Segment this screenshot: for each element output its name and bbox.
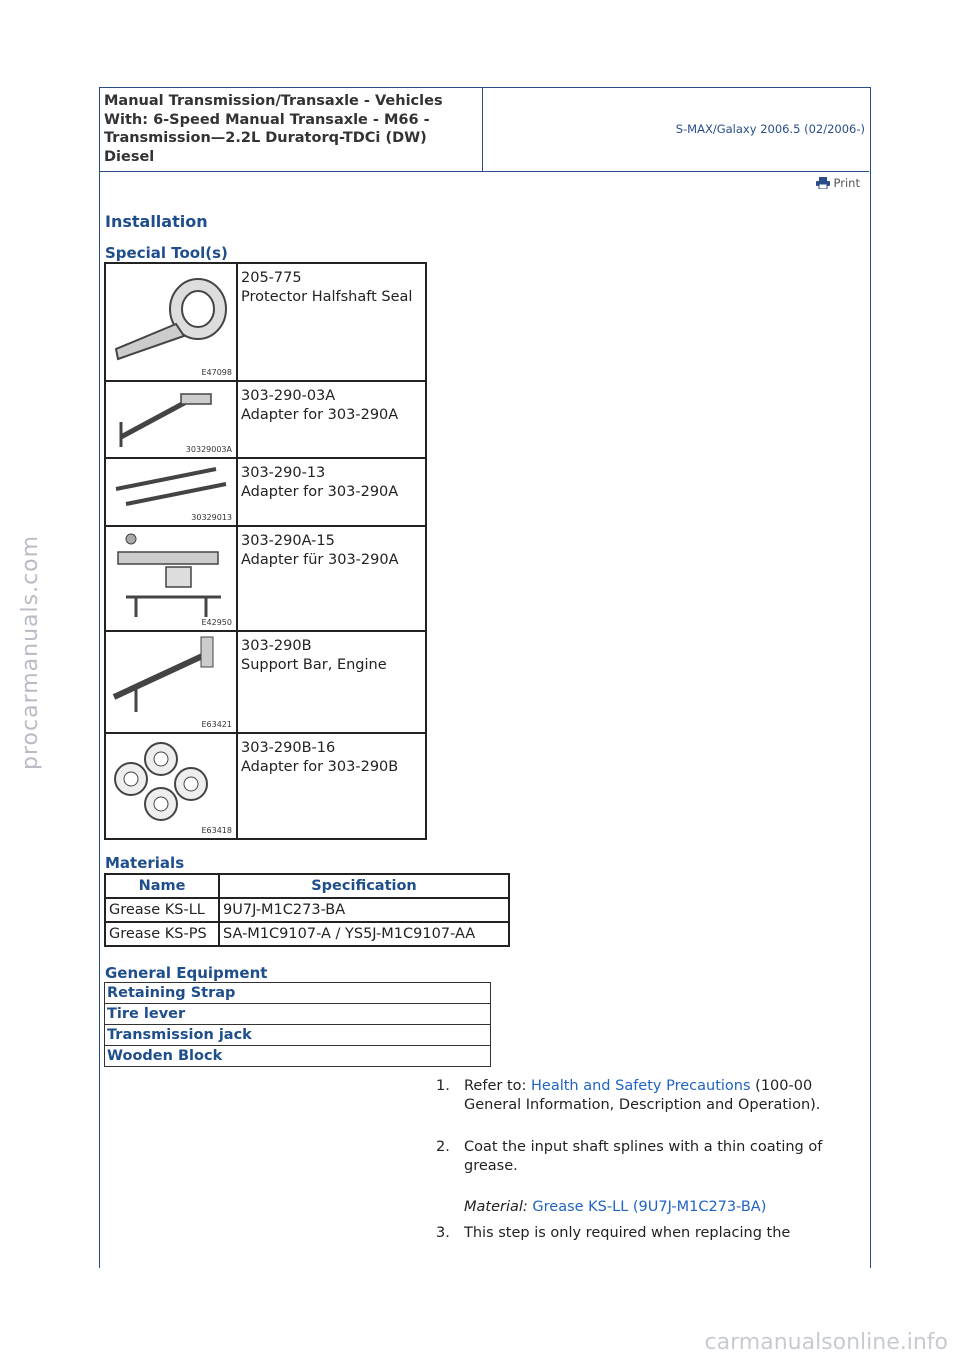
tool-code: 303-290B-16	[241, 740, 336, 756]
tool-image	[106, 527, 236, 630]
tool-image-cell	[105, 733, 237, 839]
tool-name: Protector Halfshaft Seal	[241, 289, 413, 305]
tool-row	[105, 381, 426, 458]
tool-image-label: E42950	[201, 618, 232, 627]
step-text: This step is only required when replacing the	[464, 1225, 791, 1241]
tool-description	[237, 458, 426, 526]
tool-image-label: 30329003A	[185, 445, 232, 454]
model-label: S-MAX/Galaxy 2006.5 (02/2006-)	[675, 122, 865, 136]
general-equipment-table	[104, 982, 491, 1067]
installation-heading: Installation	[105, 212, 208, 231]
step-number: 3.	[436, 1225, 450, 1241]
health-safety-link[interactable]: Health and Safety Precautions	[531, 1078, 751, 1094]
tool-code: 205-775	[241, 270, 302, 286]
tool-code: 303-290B	[241, 638, 312, 654]
equipment-item: Retaining Strap	[105, 983, 491, 1004]
table-row	[105, 1025, 491, 1046]
tool-description	[237, 631, 426, 733]
equipment-item: Tire lever	[105, 1004, 491, 1025]
bottom-watermark: carmanualsonline.info	[704, 1330, 948, 1355]
table-cell: Grease KS-PS	[105, 922, 219, 946]
step-item	[436, 1077, 856, 1115]
step-text-suffix: (100-00 General Information, Description and Operation).	[464, 1078, 821, 1113]
material-label: Material:	[464, 1199, 528, 1215]
table-header-row	[105, 874, 509, 898]
tool-image-label: 30329013	[191, 513, 232, 522]
table-row	[105, 922, 509, 946]
materials-heading: Materials	[105, 854, 185, 872]
table-cell: SA-M1C9107-A / YS5J-M1C9107-AA	[219, 922, 509, 946]
table-cell: Grease KS-LL	[105, 898, 219, 922]
special-tools-heading: Special Tool(s)	[105, 244, 228, 262]
step-text	[464, 1077, 856, 1115]
tool-row	[105, 263, 426, 381]
tool-image-label: E63418	[201, 826, 232, 835]
step-text-body: Coat the input shaft splines with a thin coating of grease.	[464, 1139, 823, 1174]
tool-description	[237, 733, 426, 839]
step-text	[464, 1138, 856, 1217]
tool-name: Adapter for 303-290A	[241, 407, 399, 423]
table-row	[105, 1046, 491, 1067]
table-row	[105, 1004, 491, 1025]
grease-link[interactable]: Grease KS-LL (9U7J-M1C273-BA)	[532, 1199, 767, 1215]
column-header: Specification	[219, 874, 509, 898]
tool-image	[106, 264, 236, 380]
tool-description	[237, 526, 426, 631]
tool-name: Adapter for 303-290A	[241, 484, 399, 500]
tool-name: Adapter for 303-290B	[241, 759, 399, 775]
tool-image-label: E47098	[201, 368, 232, 377]
tool-name: Support Bar, Engine	[241, 657, 387, 673]
tool-code: 303-290-03A	[241, 388, 336, 404]
print-label: Print	[833, 176, 860, 190]
table-row	[105, 983, 491, 1004]
step-text-prefix: Refer to:	[464, 1078, 531, 1094]
tool-description	[237, 381, 426, 458]
materials-table	[104, 873, 510, 947]
step-item	[436, 1224, 856, 1243]
tool-row	[105, 526, 426, 631]
tool-image	[106, 459, 236, 525]
tool-image-cell	[105, 263, 237, 381]
side-watermark: procarmanuals.com	[18, 534, 43, 770]
tool-image-cell	[105, 631, 237, 733]
tool-image-label: E63421	[201, 720, 232, 729]
special-tools-table	[104, 262, 427, 840]
tool-name: Adapter für 303-290A	[241, 552, 399, 568]
tool-row	[105, 458, 426, 526]
tool-row	[105, 631, 426, 733]
column-header: Name	[105, 874, 219, 898]
tool-image	[106, 632, 236, 732]
tool-image-cell	[105, 458, 237, 526]
print-button[interactable]	[816, 176, 860, 190]
tool-image-cell	[105, 381, 237, 458]
tool-image	[106, 382, 236, 457]
table-row	[105, 898, 509, 922]
tool-code: 303-290A-15	[241, 533, 335, 549]
table-cell: 9U7J-M1C273-BA	[219, 898, 509, 922]
tool-row	[105, 733, 426, 839]
document-header	[99, 87, 869, 172]
step-number: 1.	[436, 1078, 450, 1094]
printer-icon	[816, 177, 830, 189]
tool-description	[237, 263, 426, 381]
step-number: 2.	[436, 1139, 450, 1155]
tool-code: 303-290-13	[241, 465, 326, 481]
equipment-item: Transmission jack	[105, 1025, 491, 1046]
tool-image	[106, 734, 236, 838]
procedure-steps	[436, 1077, 856, 1243]
document-title: Manual Transmission/Transaxle - Vehicles With: 6-Speed Manual Transaxle - M66 - Transmission—2.2L Duratorq-TDCi (DW) Diesel	[99, 87, 483, 171]
equipment-item: Wooden Block	[105, 1046, 491, 1067]
step-item	[436, 1138, 856, 1217]
general-equipment-heading: General Equipment	[105, 964, 268, 982]
tool-image-cell	[105, 526, 237, 631]
